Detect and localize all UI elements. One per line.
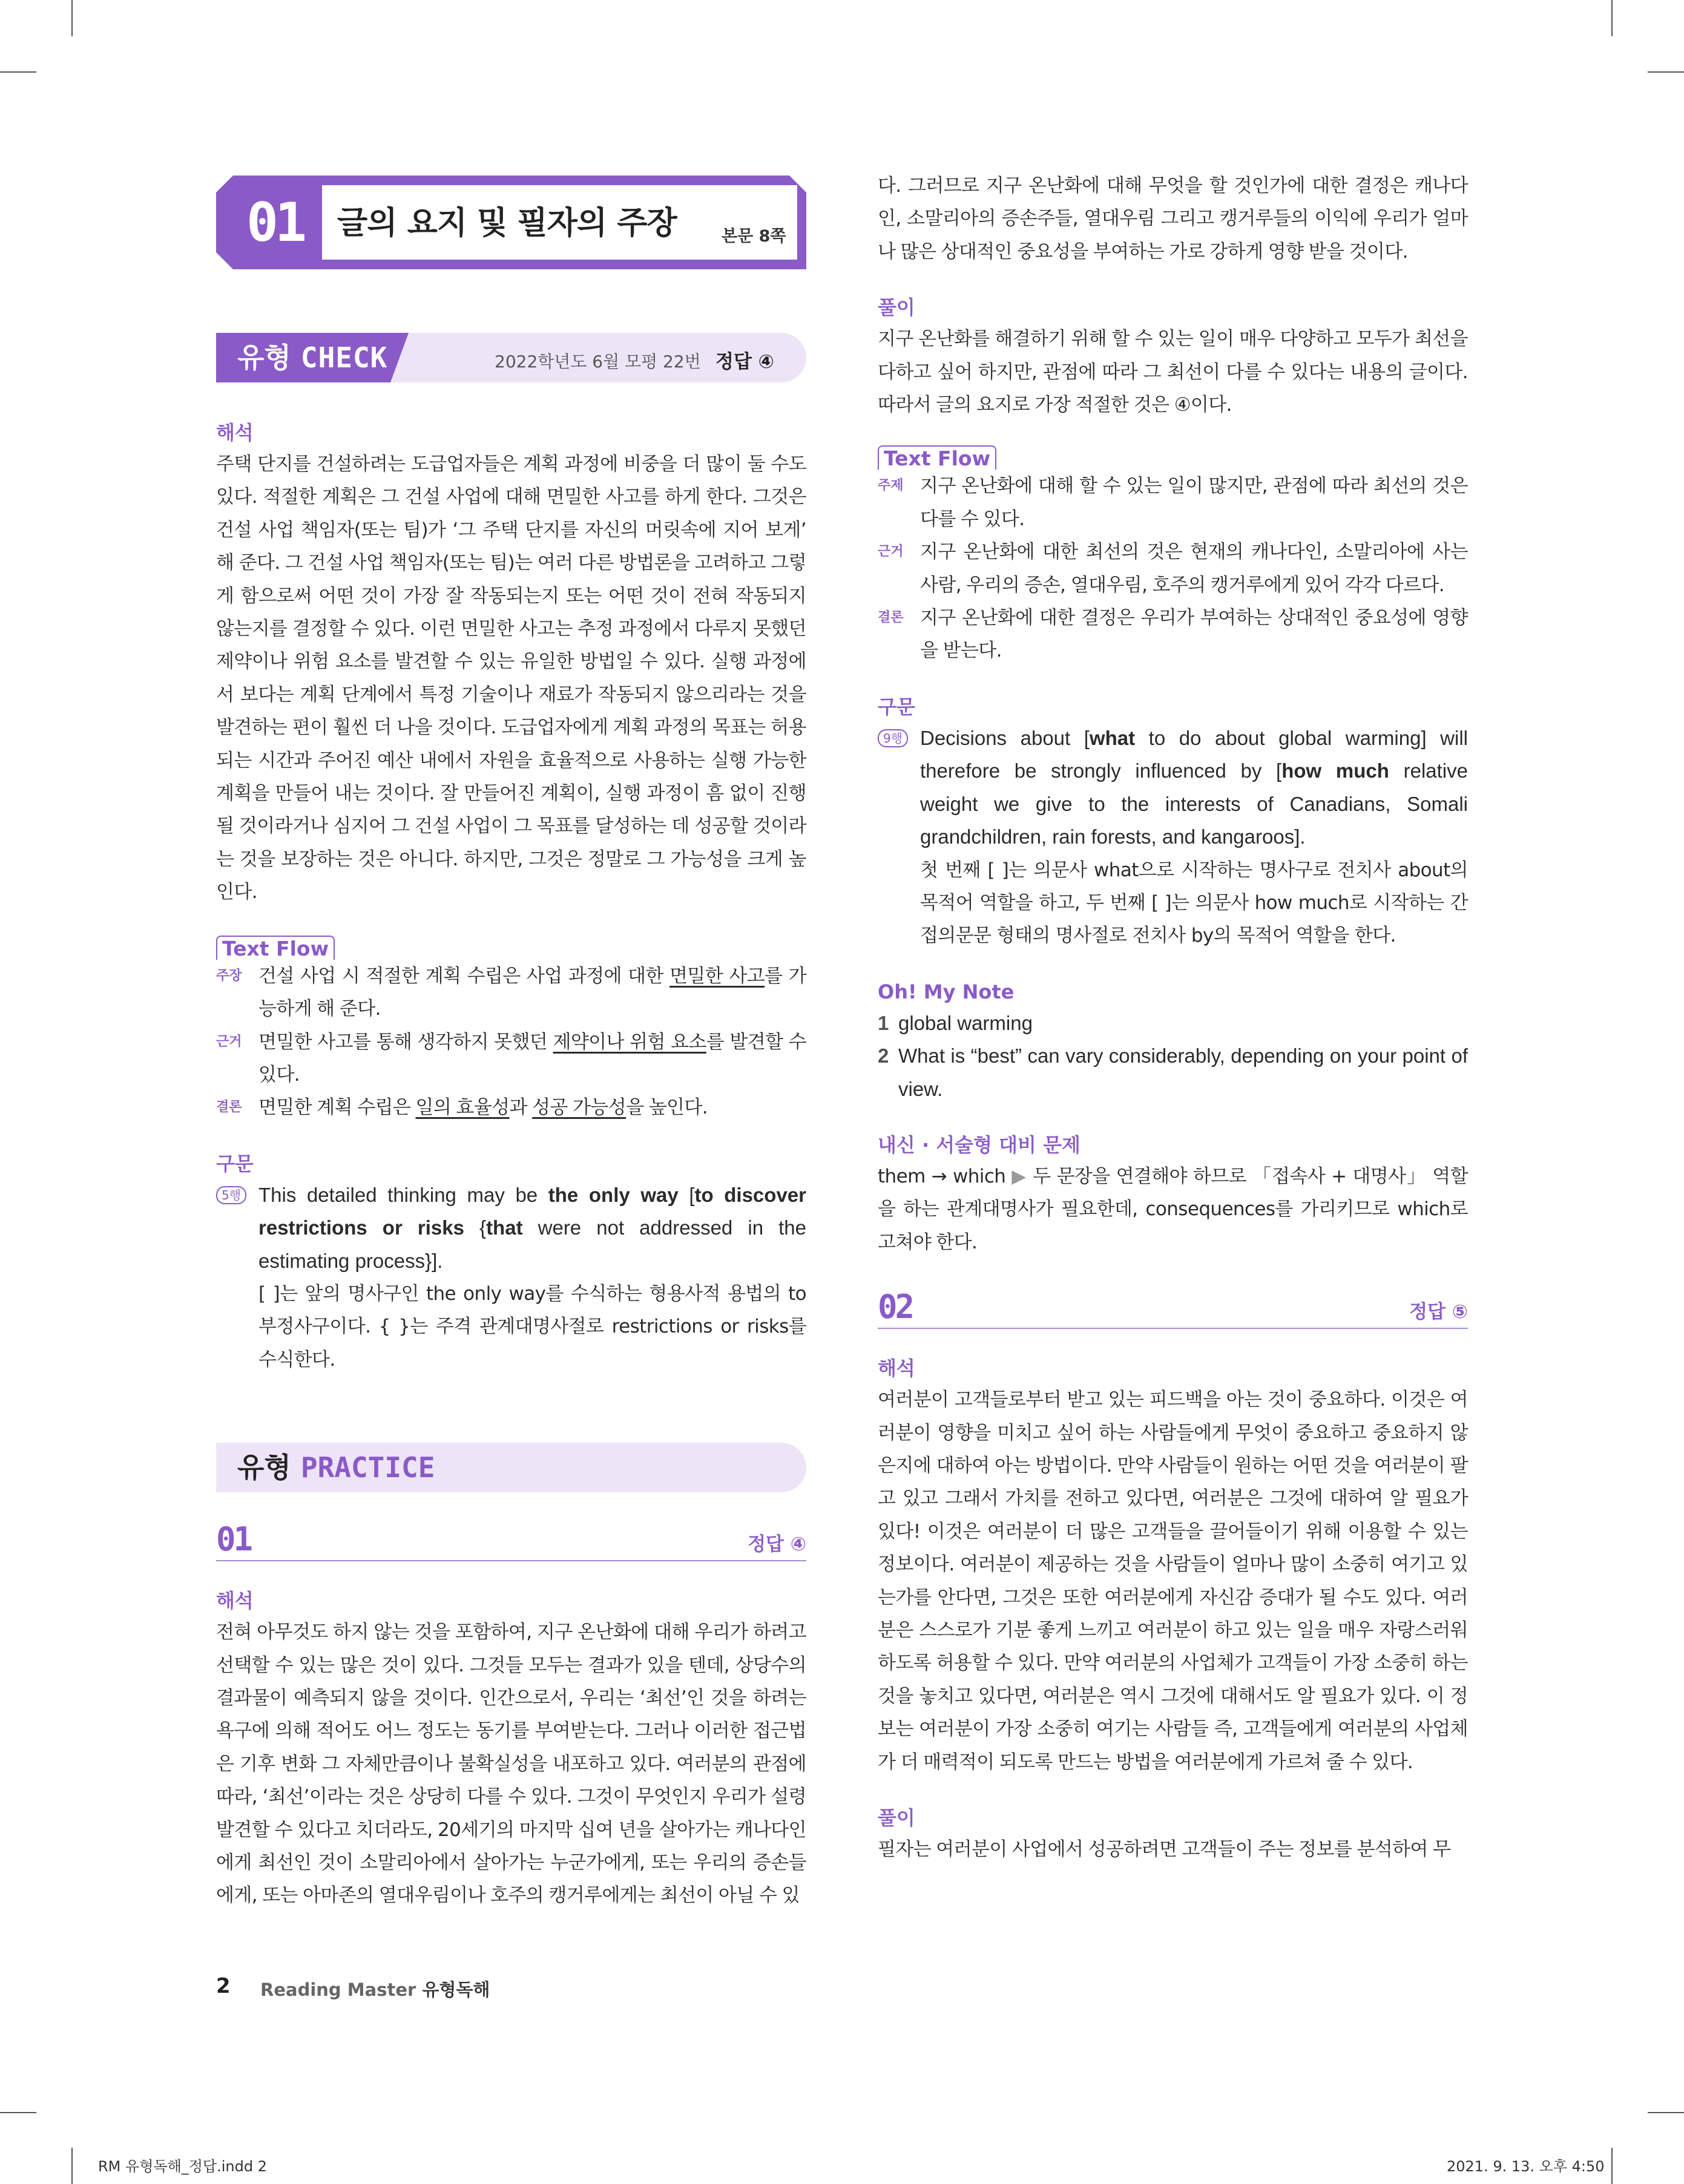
translation-text: 여러분이 고객들로부터 받고 있는 피드백을 아는 것이 중요하다. 이것은 여러분이 영향을 미치고 싶어 하는 사람들에게 무엇이 중요하고 중요하지 않은지에 대하여 아는 방법이다. 만약 사람들이 원하는 어떤 것을 여러분이 팔고 있고 그래서 가치를 전하고 있다면, 여러분은 그것에 대하여 알 필요가 있다! 이것은 여러분이 더 많은 고객들을 끌어들이기 위해 이용할 수 있는 정보이다. 여러분이 제공하는 것을 사람들이 얼마나 많이 소중히 여기고 있는가를 안다면, 그것은 또한 여러분에게 자신감 증대가 될 수도 있다. 여러분은 스스로가 기분 좋게 느끼고 여러분이 하고 있는 일을 매우 자랑스러워하도록 허용할 수 있다. 만약 여러분의 사업체가 고객들이 가장 소중히 하는 것을 놓치고 있다면, 여러분은 역시 그것에 대해서도 알 필요가 있다. 이 정보는 여러분이 가장 소중히 여기는 사람들 즉, 고객들에게 여러분의 사업체가 더 매력적이 되도록 만드는 방법을 여러분에게 가르쳐 줄 수 있다. [878, 1389, 1468, 1773]
crop-mark [0, 2112, 36, 2113]
question-01-header [216, 1518, 806, 1561]
question-answer: 정답 ⑤ [1409, 1301, 1468, 1323]
flow-item [216, 1091, 806, 1124]
type-practice-bar [216, 1443, 806, 1492]
chapter-header [216, 175, 806, 269]
flow-text: 지구 온난화에 대한 결정은 우리가 부여하는 상대적인 중요성에 영향을 받는다. [920, 607, 1468, 662]
page-number: 2 [216, 1974, 231, 1998]
grammar-sentence: This detailed thinking may be the only way [to discover restrictions or risks {that were not addressed in the estimating process}]. [258, 1183, 806, 1272]
question-answer: 정답 ④ [748, 1533, 806, 1556]
note-item [878, 1040, 1468, 1106]
flow-item [878, 470, 1468, 536]
explanation-text: 지구 온난화를 해결하기 위해 할 수 있는 일이 매우 다양하고 모두가 최선을 다하고 싶어 하지만, 관점에 따라 그 최선이 다를 수 있다는 내용의 글이다. 따라서 글의 요지로 가장 적절한 것은 ④이다. [878, 328, 1468, 416]
flow-item [878, 602, 1468, 667]
chapter-number: 01 [246, 191, 303, 254]
explanation-text: 필자는 여러분이 사업에서 성공하려면 고객들이 주는 정보를 분석하여 무 [878, 1838, 1451, 1861]
question-number: 02 [878, 1288, 913, 1326]
exam-prep-text: them → which ▶ 두 문장을 연결해야 하므로 「접속사 + 대명사」 역할을 하는 관계대명사가 필요한데, consequences를 가리키므로 which로 고쳐야 한다. [878, 1165, 1468, 1253]
grammar-heading: 구문 [878, 695, 915, 718]
flow-tag: 근거 [878, 544, 904, 560]
date-slug: 2021. 9. 13. 오후 4:50 [1447, 2158, 1605, 2175]
type-check-bar [216, 333, 806, 382]
left-column [216, 175, 806, 1912]
question-02-header [878, 1285, 1468, 1329]
flow-text: 지구 온난화에 대해 할 수 있는 일이 많지만, 관점에 따라 최선의 것은 다를 수 있다. [920, 475, 1468, 530]
crop-mark [71, 0, 73, 36]
flow-text: 건설 사업 시 적절한 계획 수립은 사업 과정에 대한 면밀한 사고를 가능하게 해 준다. [258, 965, 806, 1020]
flow-item [878, 536, 1468, 602]
crop-mark [1611, 2148, 1613, 2184]
flow-tag: 결론 [878, 610, 904, 626]
grammar-item [878, 722, 1468, 953]
grammar-heading: 구문 [216, 1152, 254, 1175]
translation-text: 전혀 아무것도 하지 않는 것을 포함하여, 지구 온난화에 대해 우리가 하려고 선택할 수 있는 많은 것이 있다. 그것들 모두는 결과가 있을 텐데, 상당수의 결과물이 예측되지 않을 것이다. 인간으로서, 우리는 ‘최선’인 것을 하려는 욕구에 의해 적어도 어느 정도는 동기를 부여받는다. 그러나 이러한 접근법은 기후 변화 그 자체만큼이나 불확실성을 내포하고 있다. 여러분의 관점에 따라, ‘최선’이라는 것은 상당히 다를 수 있다. 그것이 무엇인지 우리가 설령 발견할 수 있다고 치더라도, 20세기의 마지막 십여 년을 살아가는 캐나다인에게 최선인 것이 소말리아에서 살아가는 누군가에게, 또는 우리의 증손들에게, 또는 아마존의 열대우림이나 호주의 캥거루에게는 최선이 아닐 수 있 [216, 1621, 806, 1907]
grammar-item [216, 1179, 806, 1376]
note-text: What is “best” can vary considerably, depending on your point of view. [898, 1044, 1468, 1100]
flow-item [216, 960, 806, 1026]
question-number: 01 [216, 1520, 251, 1559]
translation-heading: 해석 [216, 1589, 254, 1613]
exam-prep-heading: 내신 · 서술형 대비 문제 [878, 1133, 1080, 1156]
note-number: 1 [878, 1011, 889, 1034]
crop-mark [1611, 0, 1613, 36]
flow-text: 면밀한 계획 수립은 일의 효율성과 성공 가능성을 높인다. [258, 1097, 708, 1119]
text-flow-heading: Text Flow [878, 445, 996, 470]
crop-mark [0, 71, 36, 73]
translation-text: 주택 단지를 건설하려는 도급업자들은 계획 과정에 비중을 더 많이 둘 수도 있다. 적절한 계획은 그 건설 사업에 대해 면밀한 사고를 하게 한다. 그것은 건설 사업 책임자(또는 팀)가 ‘그 주택 단지를 자신의 머릿속에 지어 보게’ 해 준다. 그 건설 사업 책임자(또는 팀)는 여러 다른 방법론을 고려하고 그렇게 함으로써 어떤 것이 가장 잘 작동되는지 또는 어떤 것이 전혀 작동되지 않는지를 결정할 수 있다. 이런 면밀한 사고는 추정 과정에서 다루지 못했던 제약이나 위험 요소를 발견할 수 있는 유일한 방법일 수 있다. 실행 과정에서 보다는 계획 단계에서 특정 기술이나 재료가 작동되지 않으리라는 것을 발견하는 편이 훨씬 더 나을 것이다. 도급업자에게 계획 과정의 목표는 허용되는 시간과 주어진 예산 내에서 자원을 효율적으로 사용하는 실행 가능한 계획을 만들어 내는 것이다. 잘 만들어진 계획이, 실행 과정이 흠 없이 진행될 것이라거나 심지어 그 건설 사업이 그 목표를 달성하는 데 성공할 것이라는 것을 보장하는 것은 아니다. 하지만, 그것은 정말로 그 가능성을 크게 높인다. [216, 453, 806, 903]
note-heading: Oh! My Note [878, 980, 1015, 1003]
note-text: global warming [898, 1011, 1033, 1034]
type-check-label: 유형 CHECK [237, 341, 388, 374]
flow-text: 면밀한 사고를 통해 생각하지 못했던 제약이나 위험 요소를 발견할 수 있다. [258, 1031, 806, 1086]
crop-mark [71, 2148, 73, 2184]
flow-tag: 근거 [216, 1034, 242, 1049]
translation-heading: 해석 [216, 421, 254, 444]
flow-tag: 주장 [216, 968, 242, 983]
chapter-title: 글의 요지 및 필자의 주장 [337, 205, 677, 241]
crop-mark [1648, 71, 1684, 73]
explanation-heading: 풀이 [878, 296, 915, 320]
flow-item [216, 1026, 806, 1092]
right-column [878, 169, 1468, 1866]
chapter-page-ref: 본문 8쪽 [722, 227, 786, 246]
grammar-explanation: [ ]는 앞의 명사구인 the only way를 수식하는 형용사적 용법의 to부정사구이다. { }는 주격 관계대명사절로 restrictions or risks를 수식한다. [258, 1282, 806, 1371]
book-title: Reading Master 유형독해 [260, 1979, 490, 2000]
translation-heading: 해석 [878, 1357, 915, 1380]
explanation-heading: 풀이 [878, 1806, 915, 1830]
arrow-right-icon: ▶ [1011, 1165, 1027, 1187]
type-check-source: 2022학년도 6월 모평 22번 [495, 352, 701, 372]
text-flow-heading: Text Flow [216, 936, 335, 960]
grammar-line-tag: 9행 [878, 722, 920, 747]
flow-text: 지구 온난화에 대한 최선의 것은 현재의 캐나다인, 소말리아에 사는 사람, 우리의 증손, 열대우림, 호주의 캥거루에게 있어 각각 다르다. [920, 541, 1468, 596]
note-number: 2 [878, 1044, 889, 1067]
translation-text-continued: 다. 그러므로 지구 온난화에 대해 무엇을 할 것인가에 대한 결정은 캐나다인, 소말리아의 증손주들, 열대우림 그리고 캥거루들의 이익에 우리가 얼마나 많은 상대적인 중요성을 부여하는 가로 강하게 영향 받을 것이다. [878, 175, 1468, 263]
grammar-sentence: Decisions about [what to do about global warming] will therefore be strongly influenced by [how much relative weight we give to the interests of Canadians, Somali grandchildren, rain forests, and kangaroos]. [920, 726, 1469, 848]
file-slug: RM 유형독해_정답.indd 2 [98, 2158, 267, 2175]
grammar-explanation: 첫 번째 [ ]는 의문사 what으로 시작하는 명사구로 전치사 about의 목적어 역할을 하고, 두 번째 [ ]는 의문사 how much로 시작하는 간접의문문 형태의 명사절로 전치사 by의 목적어 역할을 한다. [920, 859, 1468, 947]
type-check-answer: 정답 ④ [715, 351, 774, 373]
grammar-line-tag: 5행 [216, 1179, 258, 1204]
flow-tag: 결론 [216, 1100, 242, 1115]
type-practice-label: 유형 PRACTICE [237, 1451, 435, 1484]
note-item [878, 1007, 1468, 1040]
crop-mark [1648, 2112, 1684, 2113]
flow-tag: 주제 [878, 478, 904, 494]
